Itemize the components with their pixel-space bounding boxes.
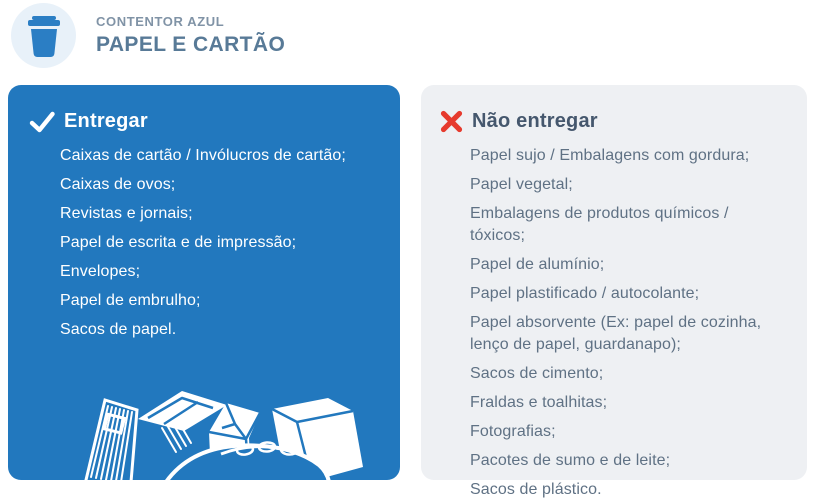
cross-icon xyxy=(440,110,463,133)
checkmark-icon xyxy=(30,111,55,133)
deliver-panel xyxy=(8,85,400,480)
list-item: Sacos de plástico. xyxy=(470,480,602,498)
not-deliver-panel xyxy=(421,85,807,498)
list-item: Embalagens de produtos químicos / tóxicos; xyxy=(470,204,729,244)
container-eyebrow: CONTENTOR AZUL xyxy=(96,13,225,29)
paper-cardboard-waste-illustration xyxy=(76,376,368,482)
content-area xyxy=(8,85,813,498)
bin-icon-circle xyxy=(11,3,76,68)
list-item: Envelopes; xyxy=(60,262,141,280)
not-deliver-title: Não entregar xyxy=(472,110,598,132)
list-item: Caixas de cartão / Invólucros de cartão; xyxy=(60,146,346,164)
not-deliver-list xyxy=(440,141,785,504)
deliver-heading xyxy=(30,110,378,133)
list-item: Fraldas e toalhitas; xyxy=(470,393,608,411)
deliver-title: Entregar xyxy=(64,110,148,132)
list-item: Papel plastificado / autocolante; xyxy=(470,284,700,302)
page-header xyxy=(0,0,821,67)
not-deliver-heading xyxy=(440,110,785,133)
list-item: Papel vegetal; xyxy=(470,175,573,193)
list-item: Papel absorvente (Ex: papel de cozinha, lenço de papel, guardanapo); xyxy=(470,313,762,353)
list-item: Caixas de ovos; xyxy=(60,175,176,193)
list-item: Papel sujo / Embalagens com gordura; xyxy=(470,146,750,164)
list-item: Revistas e jornais; xyxy=(60,204,193,222)
list-item: Papel de alumínio; xyxy=(470,255,605,273)
list-item: Sacos de papel. xyxy=(60,320,177,338)
wheelie-bin-icon xyxy=(23,11,65,59)
page-title: PAPEL E CARTÃO xyxy=(96,32,286,56)
list-item: Papel de escrita e de impressão; xyxy=(60,233,297,251)
list-item: Pacotes de sumo e de leite; xyxy=(470,451,671,469)
list-item: Sacos de cimento; xyxy=(470,364,604,382)
deliver-list xyxy=(30,141,378,344)
list-item: Fotografias; xyxy=(470,422,556,440)
list-item: Papel de embrulho; xyxy=(60,291,201,309)
